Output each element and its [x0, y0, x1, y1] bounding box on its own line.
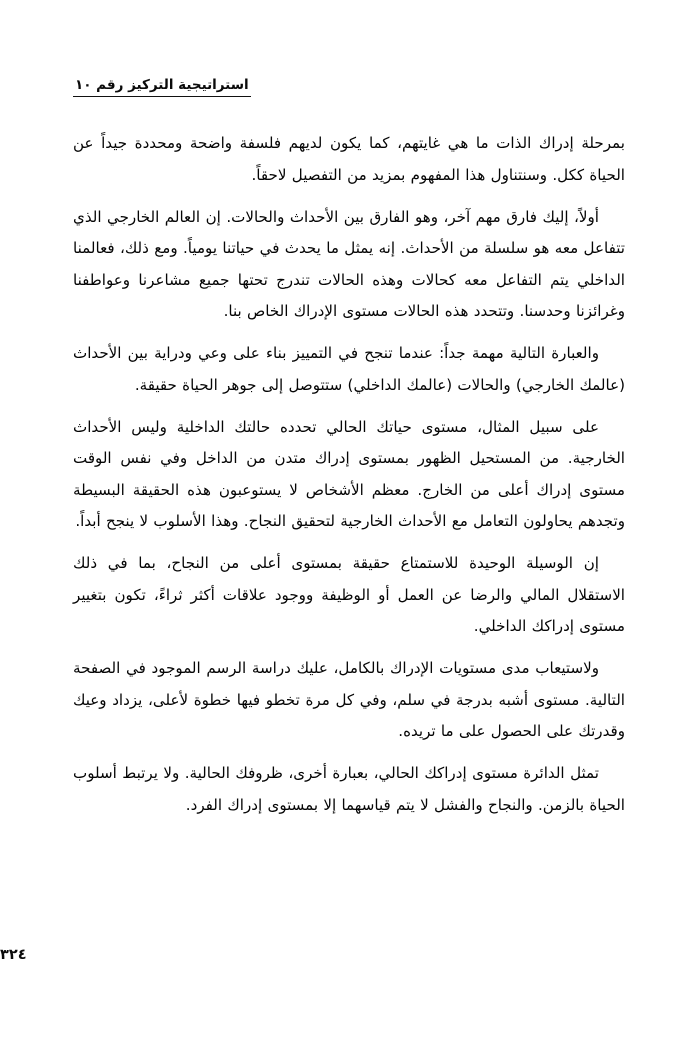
running-head	[73, 74, 625, 97]
body-text-block	[73, 128, 625, 832]
paragraph: تمثل الدائرة مستوى إدراكك الحالي، بعبارة أخرى، ظروفك الحالية. ولا يرتبط أسلوب الحياة بالزمن. والنجاح والفشل لا يتم قياسهما إلا بمستوى إدراك الفرد.	[73, 764, 625, 814]
page-number: ٣٢٤	[0, 947, 27, 963]
paragraph: أولاً، إليك فارق مهم آخر، وهو الفارق بين الأحداث والحالات. إن العالم الخارجي الذي تتفاعل معه هو سلسلة من الأحداث. إنه يمثل ما يحدث في حياتنا يومياً. ومع ذلك، فعالمنا الداخلي يتم التفاعل معه كحالات وهذه الحالات تندرج تحتها جميع مشاعرنا وعواطفنا وغرائزنا وحدسنا. وتتحدد هذه الحالات مستوى الإدراك الخاص بنا.	[73, 207, 625, 320]
paragraph: بمرحلة إدراك الذات ما هي غايتهم، كما يكون لديهم فلسفة واضحة ومحددة جيداً عن الحياة ككل. وسنتناول هذا المفهوم بمزيد من التفصيل لاحقاً.	[73, 134, 625, 184]
paragraph: على سبيل المثال، مستوى حياتك الحالي تحدده حالتك الداخلية وليس الأحداث الخارجية. من المستحيل الظهور بمستوى إدراك متدن من الداخل وفي نفس الوقت مستوى إدراك أعلى من الخارج. معظم الأشخاص لا يستوعبون هذه الحقيقة البسيطة وتجدهم يحاولون التعامل مع الأحداث الخارجية لتحقيق النجاح. وهذا الأسلوب لا ينجح أبداً.	[73, 417, 625, 530]
paragraph: ولاستيعاب مدى مستويات الإدراك بالكامل، عليك دراسة الرسم الموجود في الصفحة التالية. مستوى أشبه بدرجة في سلم، وفي كل مرة تخطو فيها خطوة لأعلى، يزداد وعيك وقدرتك على الحصول على ما تريده.	[73, 659, 625, 740]
paragraph: إن الوسيلة الوحيدة للاستمتاع حقيقة بمستوى أعلى من النجاح، بما في ذلك الاستقلال المالي والرضا عن العمل أو الوظيفة ووجود علاقات أكثر ثراءً، تكون بتغيير مستوى إدراكك الداخلي.	[73, 554, 625, 635]
running-head-text: استراتيجية التركيز رقم ١٠	[73, 77, 251, 97]
paragraph: والعبارة التالية مهمة جداً: عندما تنجح في التمييز بناء على وعي ودراية بين الأحداث (عالمك الخارجي) والحالات (عالمك الداخلي) ستتوصل إلى جوهر الحياة حقيقة.	[73, 344, 625, 394]
page-footer	[0, 944, 625, 963]
